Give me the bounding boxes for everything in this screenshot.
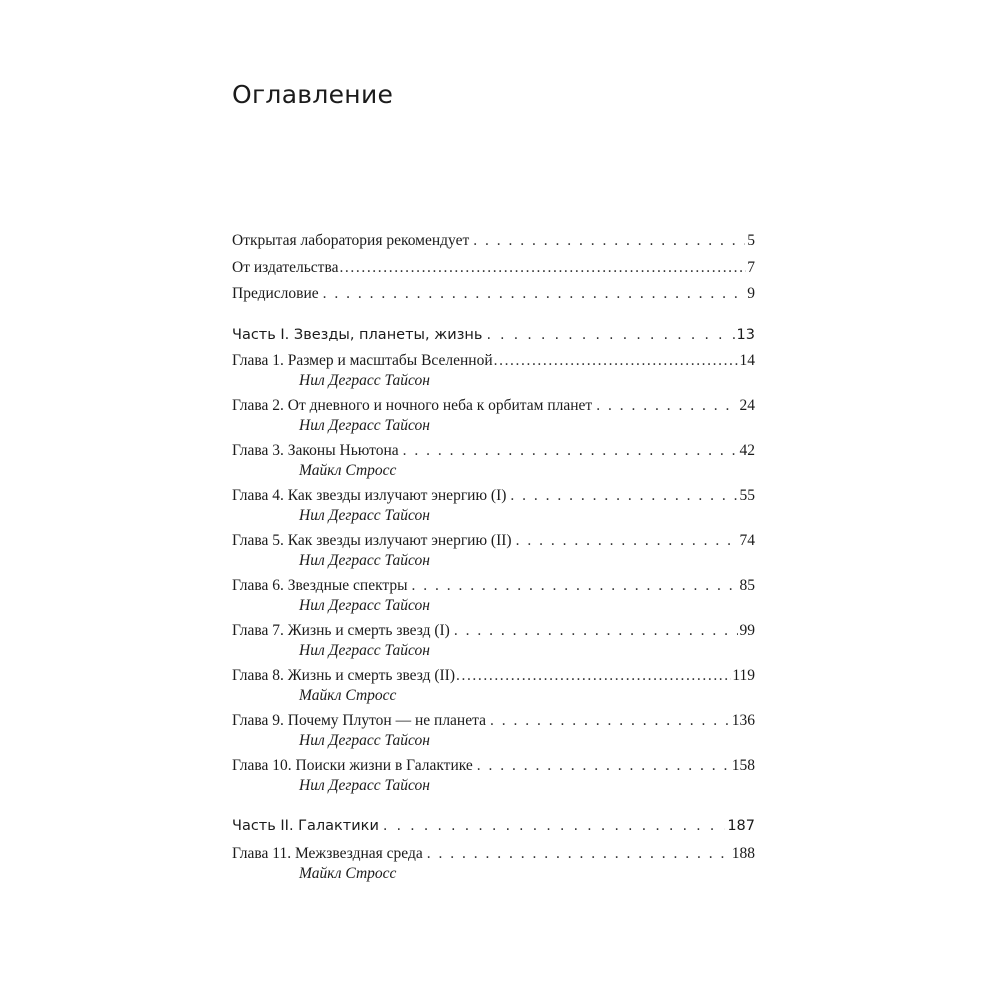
toc-chapter-9[interactable]: [232, 712, 755, 730]
toc-chapter-8[interactable]: [232, 667, 755, 685]
dot-leader: [412, 577, 738, 595]
toc-chapter-author: Нил Деграсс Тайсон: [299, 552, 430, 569]
toc-chapter-author: Нил Деграсс Тайсон: [299, 417, 430, 434]
toc-part-2[interactable]: [232, 817, 755, 835]
toc-chapter-page: 136: [731, 712, 755, 729]
toc-entry-label: Открытая лаборатория рекомендует: [232, 232, 470, 249]
toc-entry-front-1[interactable]: [232, 232, 755, 250]
toc-chapter-page: 24: [739, 397, 755, 414]
toc-chapter-label: Глава 2. От дневного и ночного неба к орбитам планет: [232, 397, 593, 414]
dot-leader: [477, 757, 730, 775]
toc-chapter-label: Глава 1. Размер и масштабы Вселенной: [232, 352, 493, 369]
toc-chapter-11[interactable]: [232, 845, 755, 863]
toc-part-label: Часть I. Звезды, планеты, жизнь: [232, 327, 483, 343]
toc-entry-page: 5: [747, 232, 755, 249]
toc-entry-label: Предисловие: [232, 285, 319, 302]
toc-chapter-2[interactable]: [232, 397, 755, 415]
toc-chapter-6[interactable]: [232, 577, 755, 595]
toc-chapter-author: Нил Деграсс Тайсон: [299, 597, 430, 614]
toc-entry-front-2[interactable]: [232, 259, 755, 277]
toc-chapter-page: 55: [739, 487, 755, 504]
toc-chapter-10[interactable]: [232, 757, 755, 775]
dot-leader: [427, 845, 730, 863]
toc-chapter-page: 119: [732, 667, 755, 684]
toc-chapter-label: Глава 9. Почему Плутон — не планета: [232, 712, 486, 729]
dot-leader: [454, 622, 738, 640]
dot-leader: [486, 326, 734, 344]
toc-chapter-author: Нил Деграсс Тайсон: [299, 507, 430, 524]
toc-chapter-page: 99: [739, 622, 755, 639]
toc-part-page: 13: [736, 327, 755, 343]
toc-chapter-page: 42: [739, 442, 755, 459]
dot-leader: [510, 487, 737, 505]
toc-chapter-author: Майкл Стросс: [299, 865, 397, 882]
toc-chapter-5[interactable]: [232, 532, 755, 550]
toc-part-label: Часть II. Галактики: [232, 818, 379, 834]
toc-entry-front-3[interactable]: [232, 285, 755, 303]
dot-leader: [456, 667, 731, 685]
toc-chapter-author: Майкл Стросс: [299, 462, 397, 479]
toc-chapter-4[interactable]: [232, 487, 755, 505]
toc-chapter-label: Глава 8. Жизнь и смерть звезд (II): [232, 667, 455, 684]
dot-leader: [403, 442, 738, 460]
toc-chapter-3[interactable]: [232, 442, 755, 460]
toc-part-1[interactable]: [232, 326, 755, 344]
toc-chapter-label: Глава 7. Жизнь и смерть звезд (I): [232, 622, 450, 639]
page-title: Оглавление: [232, 80, 394, 109]
toc-chapter-1[interactable]: [232, 352, 755, 370]
toc-chapter-label: Глава 5. Как звезды излучают энергию (II): [232, 532, 512, 549]
toc-chapter-label: Глава 11. Межзвездная среда: [232, 845, 423, 862]
toc-chapter-author: Нил Деграсс Тайсон: [299, 732, 430, 749]
toc-part-page: 187: [727, 818, 755, 834]
toc-entry-label: От издательства: [232, 259, 339, 276]
dot-leader: [596, 397, 737, 415]
toc-chapter-author: Майкл Стросс: [299, 687, 397, 704]
toc-chapter-label: Глава 3. Законы Ньютона: [232, 442, 399, 459]
toc-entry-page: 7: [747, 259, 755, 276]
toc-chapter-7[interactable]: [232, 622, 755, 640]
dot-leader: [383, 817, 725, 835]
toc-chapter-page: 158: [731, 757, 755, 774]
toc-chapter-page: 74: [739, 532, 755, 549]
toc-chapter-page: 188: [731, 845, 755, 862]
toc-chapter-label: Глава 10. Поиски жизни в Галактике: [232, 757, 473, 774]
dot-leader: [473, 232, 745, 250]
toc-chapter-label: Глава 6. Звездные спектры: [232, 577, 408, 594]
toc-entry-page: 9: [747, 285, 755, 302]
toc-chapter-page: 14: [739, 352, 755, 369]
dot-leader: [516, 532, 738, 550]
toc-chapter-page: 85: [739, 577, 755, 594]
dot-leader: [339, 259, 746, 277]
toc-chapter-author: Нил Деграсс Тайсон: [299, 777, 430, 794]
dot-leader: [323, 285, 746, 303]
dot-leader: [490, 712, 730, 730]
toc-chapter-author: Нил Деграсс Тайсон: [299, 372, 430, 389]
dot-leader: [494, 352, 739, 370]
toc-chapter-label: Глава 4. Как звезды излучают энергию (I): [232, 487, 507, 504]
toc-chapter-author: Нил Деграсс Тайсон: [299, 642, 430, 659]
